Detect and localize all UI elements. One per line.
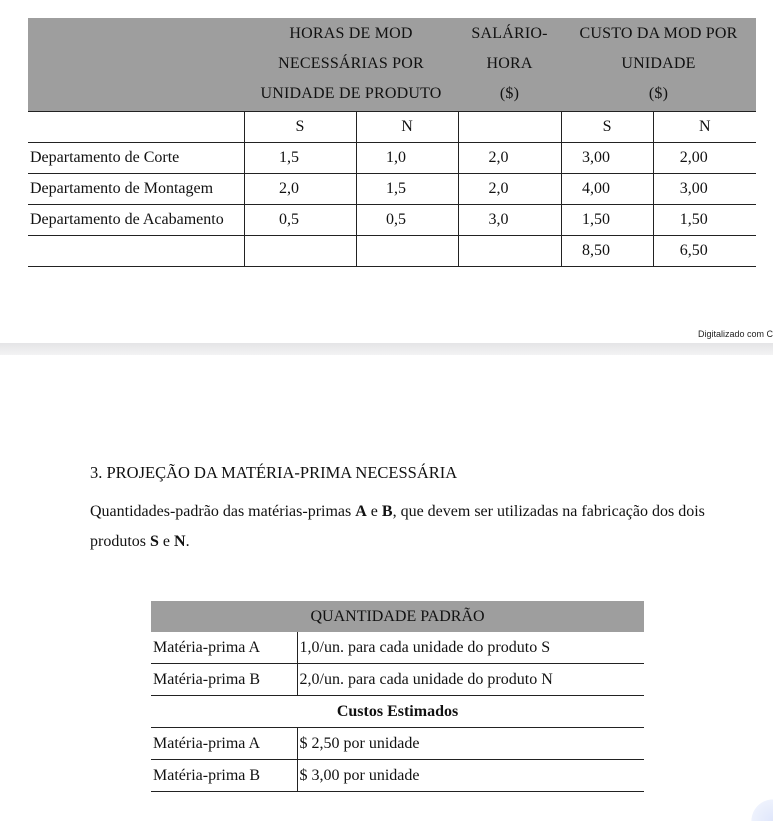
table-cell: 3,00 — [561, 143, 653, 174]
subheader-cell: N — [356, 112, 458, 143]
row-label: Matéria-prima A — [151, 728, 297, 760]
row-label: Departamento de Corte — [28, 143, 244, 174]
row-label: Matéria-prima A — [151, 632, 297, 664]
labor-cost-table — [28, 18, 756, 267]
table-cell: 2,00 — [653, 143, 756, 174]
table-cell: 1,50 — [653, 205, 756, 236]
table-cell: 3,00 — [653, 174, 756, 205]
table-cell: 0,5 — [244, 205, 356, 236]
table-row — [151, 664, 644, 696]
table-cell — [244, 236, 356, 267]
table-cell: 2,0 — [458, 174, 561, 205]
table-row — [28, 174, 756, 205]
scanned-page-bottom — [0, 355, 773, 821]
table-row — [28, 205, 756, 236]
table-cell — [356, 236, 458, 267]
estimated-costs-title: Custos Estimados — [151, 696, 644, 728]
table-cell: $ 3,00 por unidade — [297, 760, 644, 792]
table-row — [28, 143, 756, 174]
table-cell — [28, 236, 244, 267]
table-row — [151, 632, 644, 664]
table-cell: $ 2,50 por unidade — [297, 728, 644, 760]
scan-watermark: Digitalizado com C — [697, 329, 773, 339]
total-n: 6,50 — [653, 236, 756, 267]
standard-quantity-table — [151, 601, 644, 792]
estimated-costs-header — [151, 696, 644, 728]
subheader-cell: S — [244, 112, 356, 143]
subheader-cell — [458, 112, 561, 143]
table-cell: 2,0/un. para cada unidade do produto N — [297, 664, 644, 696]
table-row — [151, 728, 644, 760]
row-label: Departamento de Acabamento — [28, 205, 244, 236]
table-row — [151, 760, 644, 792]
header-horas-mod: HORAS DE MOD NECESSÁRIAS POR UNIDADE DE PRODUTO — [244, 18, 458, 112]
header-blank — [28, 18, 244, 112]
total-s: 8,50 — [561, 236, 653, 267]
corner-artifact — [745, 799, 773, 821]
subheader-row — [28, 112, 756, 143]
table-cell: 4,00 — [561, 174, 653, 205]
page-separator — [0, 343, 773, 355]
row-label: Matéria-prima B — [151, 760, 297, 792]
header-quantidade-padrao: QUANTIDADE PADRÃO — [151, 601, 644, 632]
header-custo-mod: CUSTO DA MOD POR UNIDADE ($) — [561, 18, 756, 112]
table-cell: 1,0/un. para cada unidade do produto S — [297, 632, 644, 664]
section-paragraph: Quantidades-padrão das matérias-primas A e B, que devem ser utilizadas na fabricação dos dois produtos S e N. — [90, 503, 705, 550]
subheader-cell: S — [561, 112, 653, 143]
row-label: Matéria-prima B — [151, 664, 297, 696]
subheader-cell — [28, 112, 244, 143]
totals-row — [28, 236, 756, 267]
table-cell: 1,0 — [356, 143, 458, 174]
scanned-page-top — [0, 0, 773, 343]
header-salario-hora: SALÁRIO- HORA ($) — [458, 18, 561, 112]
table-cell: 3,0 — [458, 205, 561, 236]
subheader-cell: N — [653, 112, 756, 143]
table-cell: 1,5 — [244, 143, 356, 174]
table-cell: 2,0 — [458, 143, 561, 174]
section-heading: 3. PROJEÇÃO DA MATÉRIA-PRIMA NECESSÁRIA — [90, 463, 458, 482]
table-cell: 1,50 — [561, 205, 653, 236]
table-cell: 0,5 — [356, 205, 458, 236]
table-cell — [458, 236, 561, 267]
table-cell: 1,5 — [356, 174, 458, 205]
table-cell: 2,0 — [244, 174, 356, 205]
row-label: Departamento de Montagem — [28, 174, 244, 205]
table-header-row — [151, 601, 644, 632]
table-header-row — [28, 18, 756, 112]
